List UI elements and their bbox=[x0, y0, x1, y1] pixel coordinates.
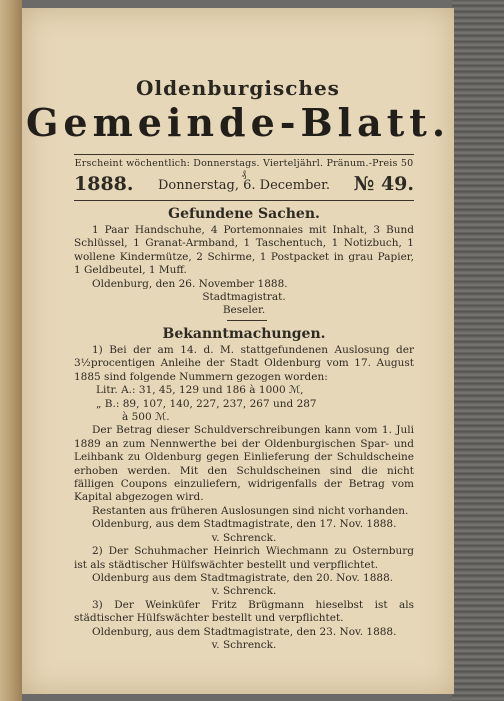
notice-1-place: Oldenburg, aus dem Stadtmagistrate, den 17. Nov. 1888. bbox=[92, 518, 397, 531]
notice-1-lit-b-value: à 500 ℳ. bbox=[122, 411, 170, 424]
issue-dateline bbox=[74, 173, 414, 199]
notice-1-rest: Restanten aus früheren Auslosungen sind nicht vorhanden. bbox=[92, 504, 409, 517]
book-binding bbox=[0, 0, 22, 701]
notice-3-signature: v. Schrenck. bbox=[211, 638, 277, 651]
found-items-heading: Gefundene Sachen. bbox=[168, 206, 320, 222]
found-items-list: 1 Paar Handschuhe, 4 Portemonnaies mit Inhalt, 3 Bund Schlüssel, 1 Granat-Armband, 1 Taschentuch, 1 Notizbuch, 1 wollene Kindermütze, 2 Schirme, 1 Postpacket in grau Papier, 1 Geldbeutel, 1 Muff. bbox=[74, 224, 414, 277]
masthead-title-top: Oldenburgisches bbox=[136, 76, 340, 100]
notice-1-intro: 1) Bei der am 14. d. M. stattgefundenen Auslosung der 3½procentigen Anleihe der Stadt Oldenburg vom 17. August 1885 sind folgende Nummern gezogen worden: bbox=[74, 344, 414, 383]
rule-top bbox=[74, 154, 414, 155]
found-items-authority: Stadtmagistrat. bbox=[202, 291, 286, 304]
notice-1-body: Der Betrag dieser Schuldverschreibungen kann vom 1. Juli 1889 an zum Nennwerthe bei der Oldenburgischen Spar- und Leihbank zu Oldenburg gegen Einlieferung der Schuldscheine erhoben werden. Mit den Schuldscheinen sind die nicht fälligen Coupons einzuliefern, widrigenfalls der Betrag vom Kapital abgezogen wird. bbox=[74, 424, 414, 504]
notices-section bbox=[74, 344, 414, 652]
notice-3-place: Oldenburg, aus dem Stadtmagistrate, den 23. Nov. 1888. bbox=[92, 625, 397, 638]
publication-subline: Erscheint wöchentlich: Donnerstags. Vierteljährl. Pränum.-Preis 50 ₰ bbox=[74, 158, 414, 180]
notices-heading: Bekanntmachungen. bbox=[162, 326, 326, 342]
newspaper-page bbox=[22, 8, 454, 694]
rule-dateline bbox=[74, 200, 414, 201]
section-divider bbox=[227, 320, 267, 321]
notice-2-body: 2) Der Schuhmacher Heinrich Wiechmann zu Osternburg ist als städtischer Hülfswächter bestellt und verpflichtet. bbox=[74, 545, 414, 571]
found-items-place-date: Oldenburg, den 26. November 1888. bbox=[92, 277, 288, 290]
notice-3-body: 3) Der Weinküfer Fritz Brügmann hieselbst ist als städtischer Hülfswächter bestellt und verpflichtet. bbox=[74, 598, 414, 625]
notice-1-lit-b: „ B.: 89, 107, 140, 227, 237, 267 und 287 bbox=[96, 397, 317, 410]
found-items-section bbox=[74, 224, 414, 318]
notice-2-place: Oldenburg aus dem Stadtmagistrate, den 20. Nov. 1888. bbox=[92, 571, 394, 584]
issue-date: Donnerstag, 6. December. bbox=[157, 178, 331, 193]
issue-number: № 49. bbox=[353, 173, 414, 195]
notice-1-signature: v. Schrenck. bbox=[211, 531, 277, 544]
notice-1-lit-a: Litr. A.: 31, 45, 129 und 186 à 1000 ℳ, bbox=[96, 384, 304, 397]
book-spine bbox=[452, 0, 504, 701]
masthead-title-main: Gemeinde-Blatt. bbox=[25, 100, 451, 145]
notice-2-signature: v. Schrenck. bbox=[211, 585, 277, 598]
issue-year: 1888. bbox=[74, 173, 134, 195]
found-items-signature: Beseler. bbox=[222, 304, 266, 317]
